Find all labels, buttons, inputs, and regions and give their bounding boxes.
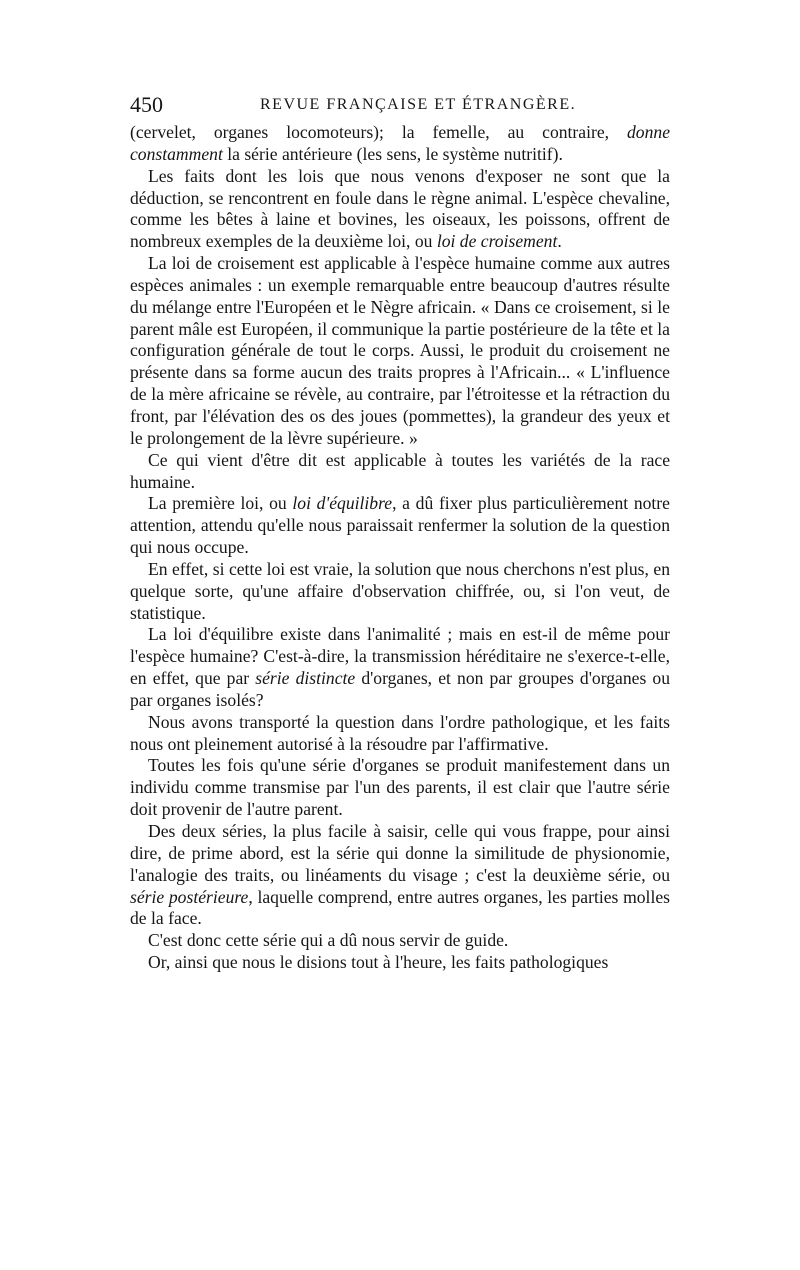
text-segment: la série antérieure (les sens, le système nutritif). <box>222 143 563 164</box>
italic-text: donne constamment <box>130 122 670 164</box>
text-segment: Les faits dont les lois que nous venons d'exposer ne sont que la déduction, se rencontrent en foule dans le règne animal. L'espèce chevaline, comme les bêtes à laine et bovines, les oiseaux, les poissons, offrent de nombreux exemples de la deuxième loi, ou <box>130 165 670 252</box>
text-segment: La première loi, ou <box>148 493 293 514</box>
paragraph <box>130 493 670 559</box>
paragraph <box>130 166 670 253</box>
text-segment: Or, ainsi que nous le disions tout à l'heure, les faits pathologiques <box>148 952 609 973</box>
text-segment: (cervelet, organes locomoteurs); la femelle, au contraire, <box>130 122 627 142</box>
paragraph <box>130 624 670 711</box>
text-segment: . <box>557 231 562 252</box>
text-segment: Toutes les fois qu'une série d'organes se produit manifestement dans un individu comme transmise par l'un des parents, il est clair que l'autre série doit provenir de l'autre parent. <box>130 755 670 820</box>
italic-text: loi de croisement <box>436 231 558 252</box>
text-segment: Des deux séries, la plus facile à saisir, celle qui vous frappe, pour ainsi dire, de prime abord, est la série qui donne la similitude de physionomie, l'analogie des traits, ou linéaments du visage ; c'est la deuxième série, ou <box>130 821 670 885</box>
text-segment: Nous avons transporté la question dans l'ordre pathologique, et les faits nous ont pleinement autorisé à la résoudre par l'affirmative. <box>130 711 670 754</box>
text-segment: La loi de croisement est applicable à l'espèce humaine comme aux autres espèces animales : un exemple remarquable entre beaucoup d'autres résulte du mélange entre l'Européen et le Nègre africain. « Dans ce croisement, si le parent mâle est Européen, il communique la partie postérieure de la tête et la configuration générale de tout le corps. Aussi, le produit du croisement ne présente dans sa forme aucun des traits propres à l'Africain... « L'influence de la mère africaine se révèle, au contraire, par l'étroitesse et la rétraction du front, par l'élévation des os des joues (pommettes), la grandeur des yeux et le prolongement de la lèvre supérieure. » <box>130 253 670 448</box>
text-segment: , a dû fixer plus particulièrement notre attention, attendu qu'elle nous paraissait renfermer la solution de la question qui nous occupe. <box>130 493 670 558</box>
text-segment: Ce qui vient d'être dit est applicable à toutes les variétés de la race humaine. <box>130 449 670 492</box>
running-head: REVUE FRANÇAISE ET ÉTRANGÈRE. <box>260 96 577 113</box>
italic-text: loi d'équilibre <box>292 493 393 514</box>
paragraph <box>130 559 670 625</box>
body-text <box>130 122 670 974</box>
text-segment: , laquelle comprend, entre autres organes, les parties molles de la face. <box>130 886 670 929</box>
paragraph <box>130 450 670 494</box>
paragraph <box>130 712 670 756</box>
paragraph <box>130 122 670 166</box>
text-segment: La loi d'équilibre existe dans l'animalité ; mais en est-il de même pour l'espèce humaine? C'est-à-dire, la transmission héréditaire ne s'exerce-t-elle, en effet, que par <box>130 624 670 689</box>
book-page <box>130 92 670 974</box>
page-header <box>130 92 670 122</box>
paragraph <box>130 952 670 974</box>
paragraph <box>130 253 670 450</box>
page-number: 450 <box>130 92 163 117</box>
italic-text: série postérieure <box>130 886 249 907</box>
text-segment: C'est donc cette série qui a dû nous servir de guide. <box>148 930 509 951</box>
paragraph <box>130 821 670 930</box>
text-segment: d'organes, et non par groupes d'organes ou par organes isolés? <box>130 668 671 710</box>
paragraph <box>130 930 670 952</box>
text-segment: En effet, si cette loi est vraie, la solution que nous cherchons n'est plus, en quelque sorte, qu'une affaire d'observation chiffrée, ou, si l'on veut, de statistique. <box>130 558 670 623</box>
paragraph <box>130 755 670 821</box>
italic-text: série distincte <box>255 668 356 689</box>
